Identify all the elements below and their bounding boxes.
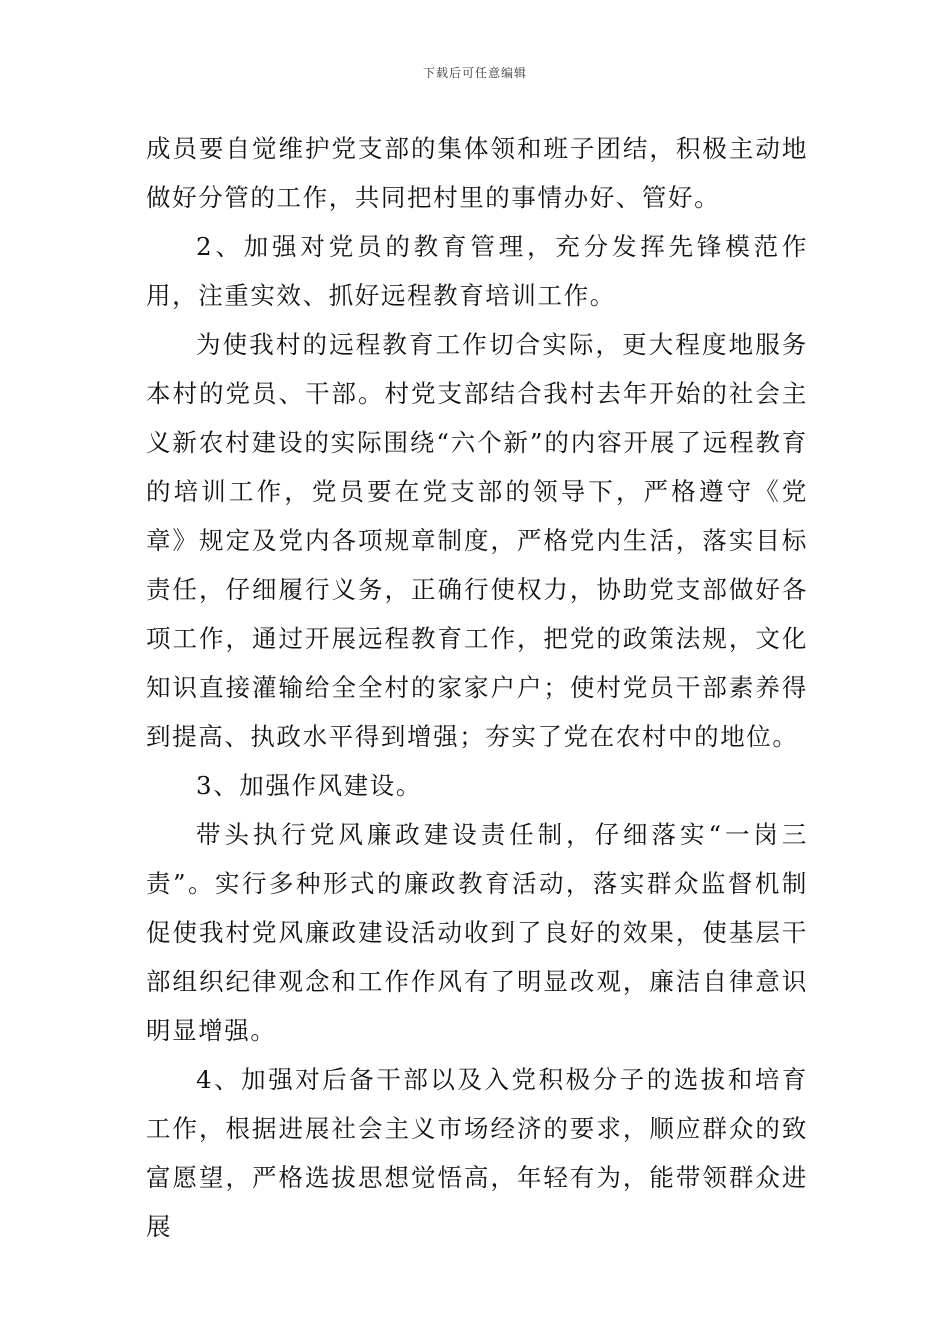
paragraph-3: 为使我村的远程教育工作切合实际，更大程度地服务本村的党员、干部。村党支部结合我村去年开始的社会主义新农村建设的实际围绕“六个新”的内容开展了远程教育的培训工作，党员要在党支部的领导下，严格遵守《党章》规定及党内各项规章制度，严格党内生活，落实目标责任，仔细履行义务，正确行使权力，协助党支部做好各项工作，通过开展远程教育工作，把党的政策法规，文化知识直接灌输给全全村的家家户户；使村党员干部素养得到提高、执政水平得到增强；夯实了党在农村中的地位。 xyxy=(146,330,808,751)
paragraph-1: 成员要自觉维护党支部的集体领和班子团结，积极主动地做好分管的工作，共同把村里的事情办好、管好。 xyxy=(146,134,808,212)
paragraph-4: 3、加强作风建设。 xyxy=(196,771,422,800)
page-header: 下载后可任意编辑 xyxy=(422,66,527,80)
paragraph-5: 带头执行党风廉政建设责任制，仔细落实“一岗三责”。实行多种形式的廉政教育活动，落实群众监督机制促使我村党风廉政建设活动收到了良好的效果，使基层干部组织纪律观念和工作作风有了明显改观，廉洁自律意识明显增强。 xyxy=(146,820,808,1045)
document-body xyxy=(146,124,808,1251)
paragraph-6: 4、加强对后备干部以及入党积极分子的选拔和培育工作，根据进展社会主义市场经济的要求，顺应群众的致富愿望，严格选拔思想觉悟高，年轻有为，能带领群众进展 xyxy=(146,1065,808,1241)
paragraph-2: 2、加强对党员的教育管理，充分发挥先锋模范作用，注重实效、抓好远程教育培训工作。 xyxy=(146,232,808,310)
